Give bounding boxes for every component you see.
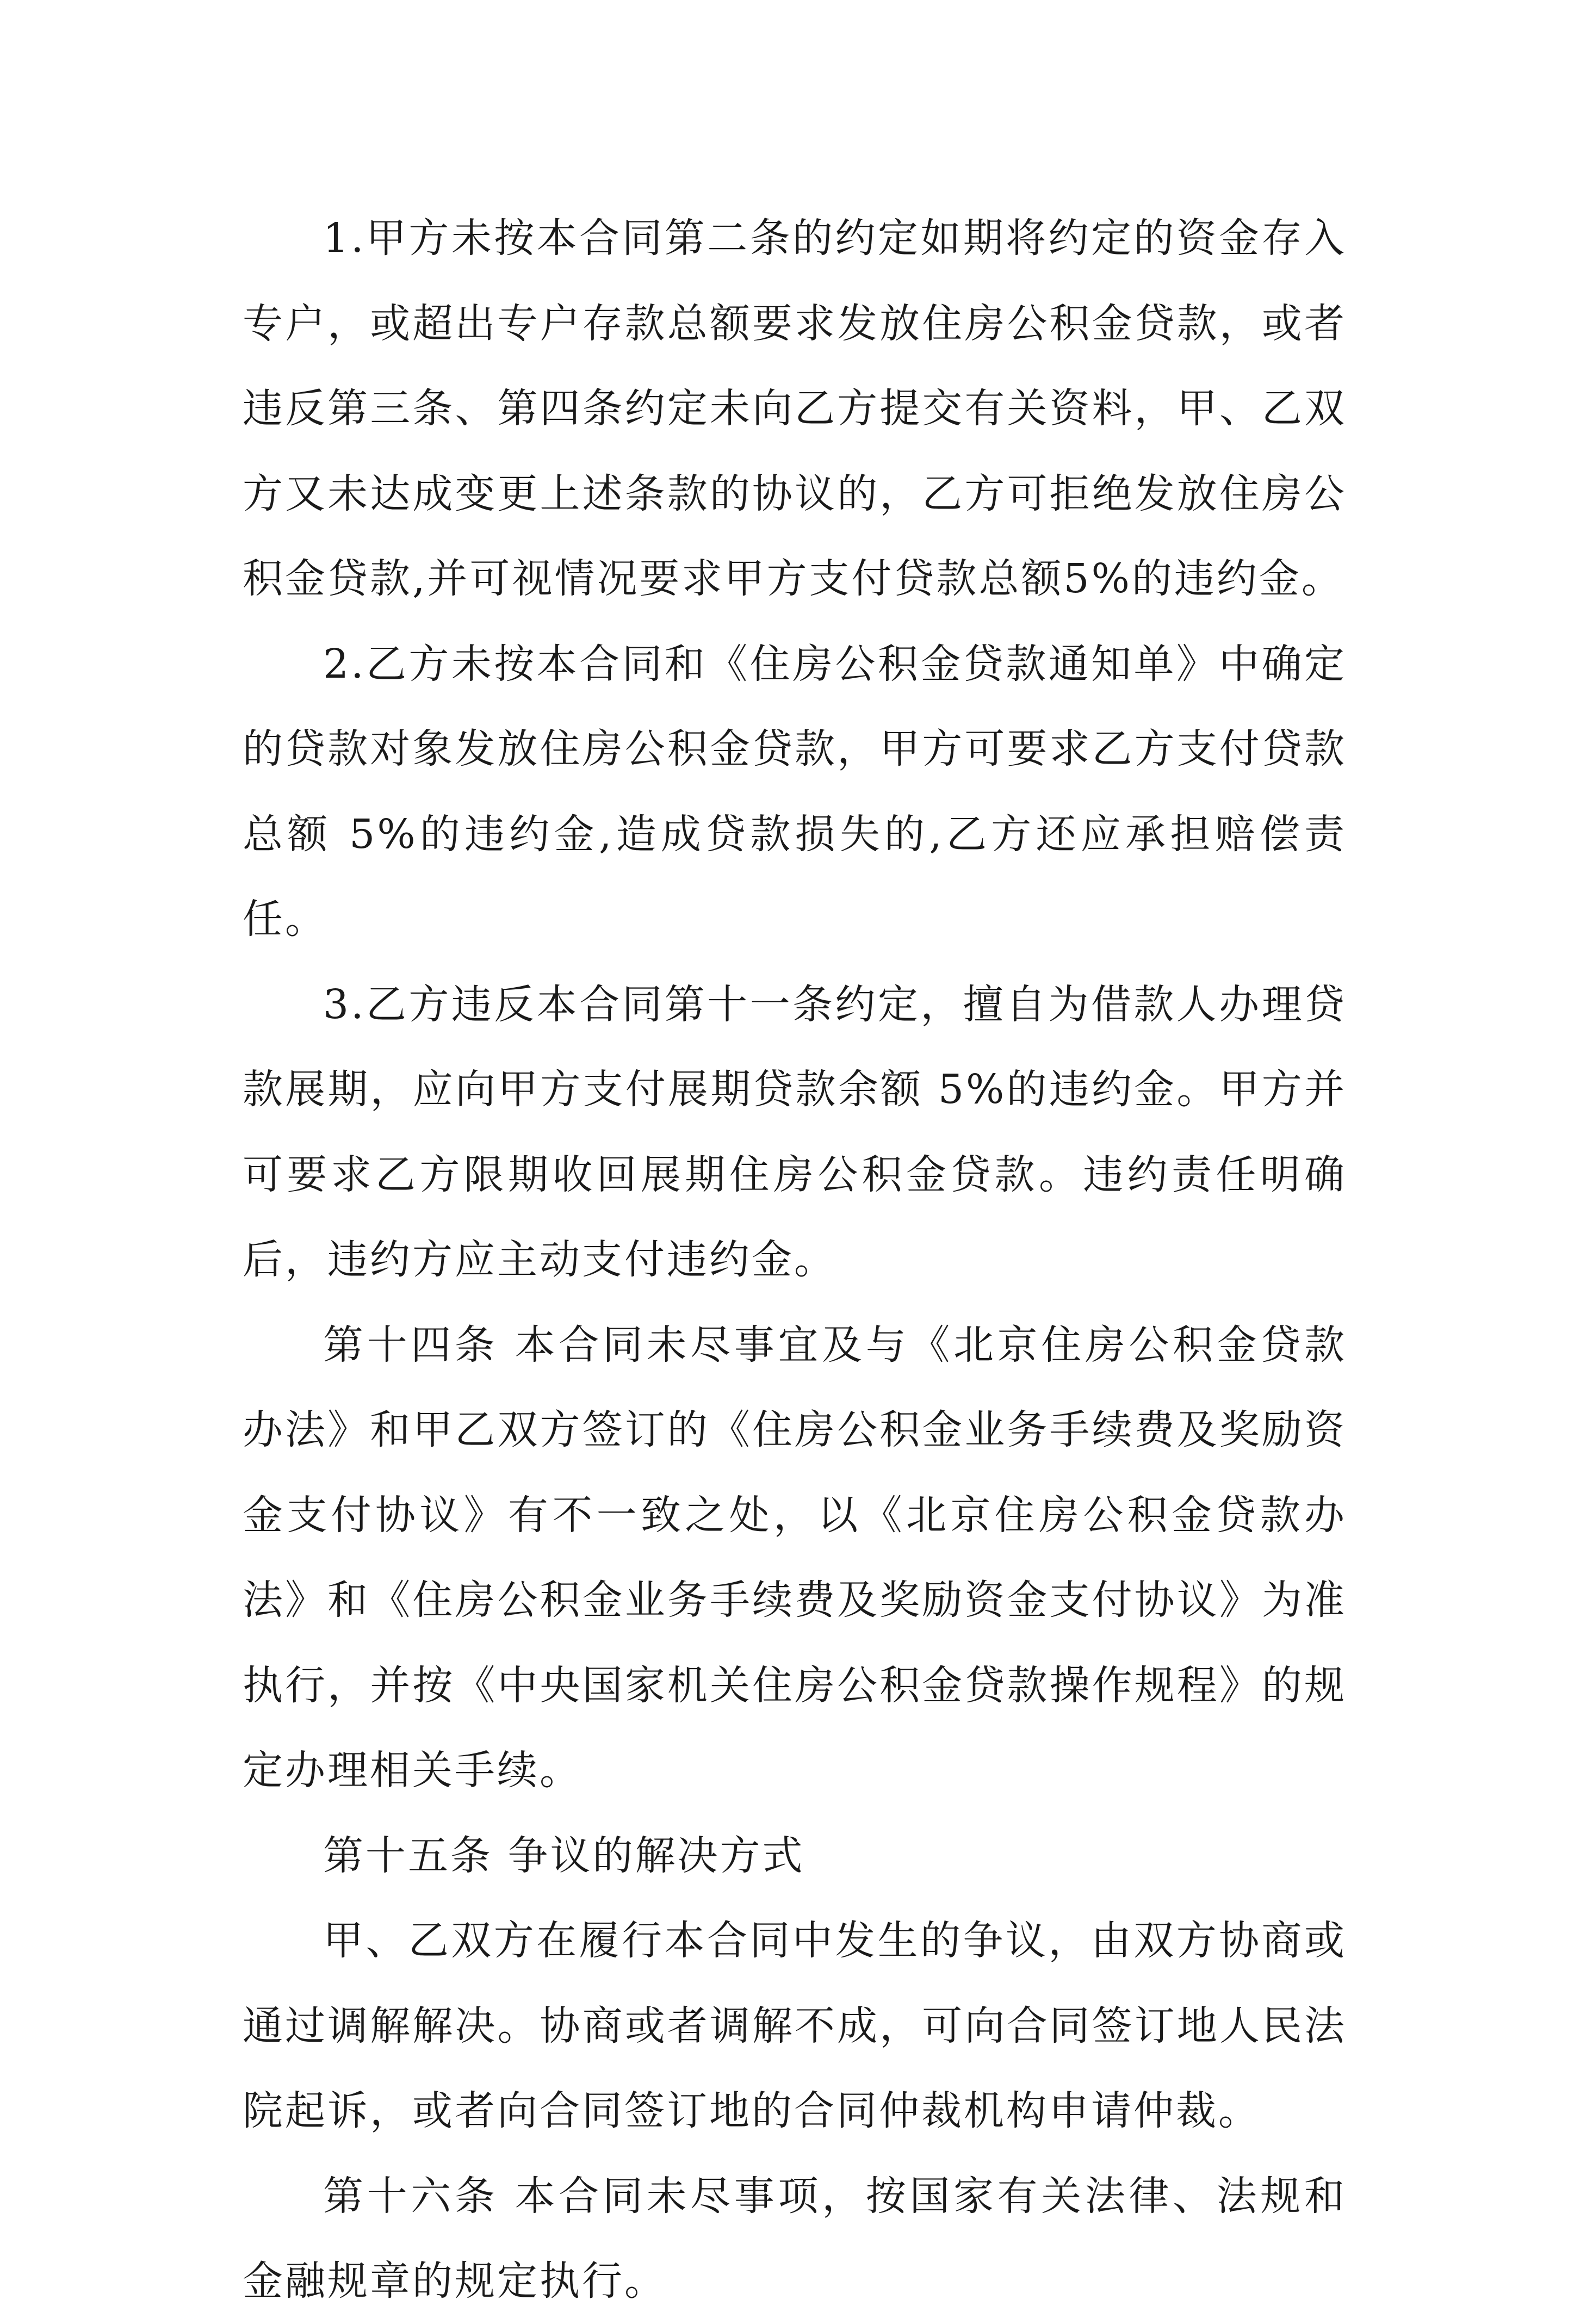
clause-3-paragraph: 3.乙方违反本合同第十一条约定，擅自为借款人办理贷款展期，应向甲方支付展期贷款余额 5%的违约金。甲方并可要求乙方限期收回展期住房公积金贷款。违约责任明确后，违约方应主动支付违约金。 [243,981,1347,1283]
article-15-paragraph: 甲、乙双方在履行本合同中发生的争议，由双方协商或通过调解解决。协商或者调解不成，可向合同签订地人民法院起诉，或者向合同签订地的合同仲裁机构申请仲裁。 [243,1917,1347,2134]
article-16-paragraph: 第十六条 本合同未尽事项，按国家有关法律、法规和金融规章的规定执行。 [243,2172,1347,2304]
article-14-paragraph: 第十四条 本合同未尽事宜及与《北京住房公积金贷款办法》和甲乙双方签订的《住房公积金业务手续费及奖励资金支付协议》有不一致之处，以《北京住房公积金贷款办法》和《住房公积金业务手续费及奖励资金支付协议》为准执行，并按《中央国家机关住房公积金贷款操作规程》的规定办理相关手续。 [243,1321,1347,1794]
clause-2-paragraph: 2.乙方未按本合同和《住房公积金贷款通知单》中确定的贷款对象发放住房公积金贷款，甲方可要求乙方支付贷款总额 5%的违约金,造成贷款损失的,乙方还应承担赔偿责任。 [243,640,1347,943]
article-15-heading: 第十五条 争议的解决方式 [323,1832,805,1879]
clause-1-paragraph: 1.甲方未按本合同第二条的约定如期将约定的资金存入专户，或超出专户存款总额要求发放住房公积金贷款，或者违反第三条、第四条约定未向乙方提交有关资料，甲、乙双方又未达成变更上述条款的协议的，乙方可拒绝发放住房公积金贷款,并可视情况要求甲方支付贷款总额5%的违约金。 [243,215,1347,602]
document-body [243,196,1347,2324]
